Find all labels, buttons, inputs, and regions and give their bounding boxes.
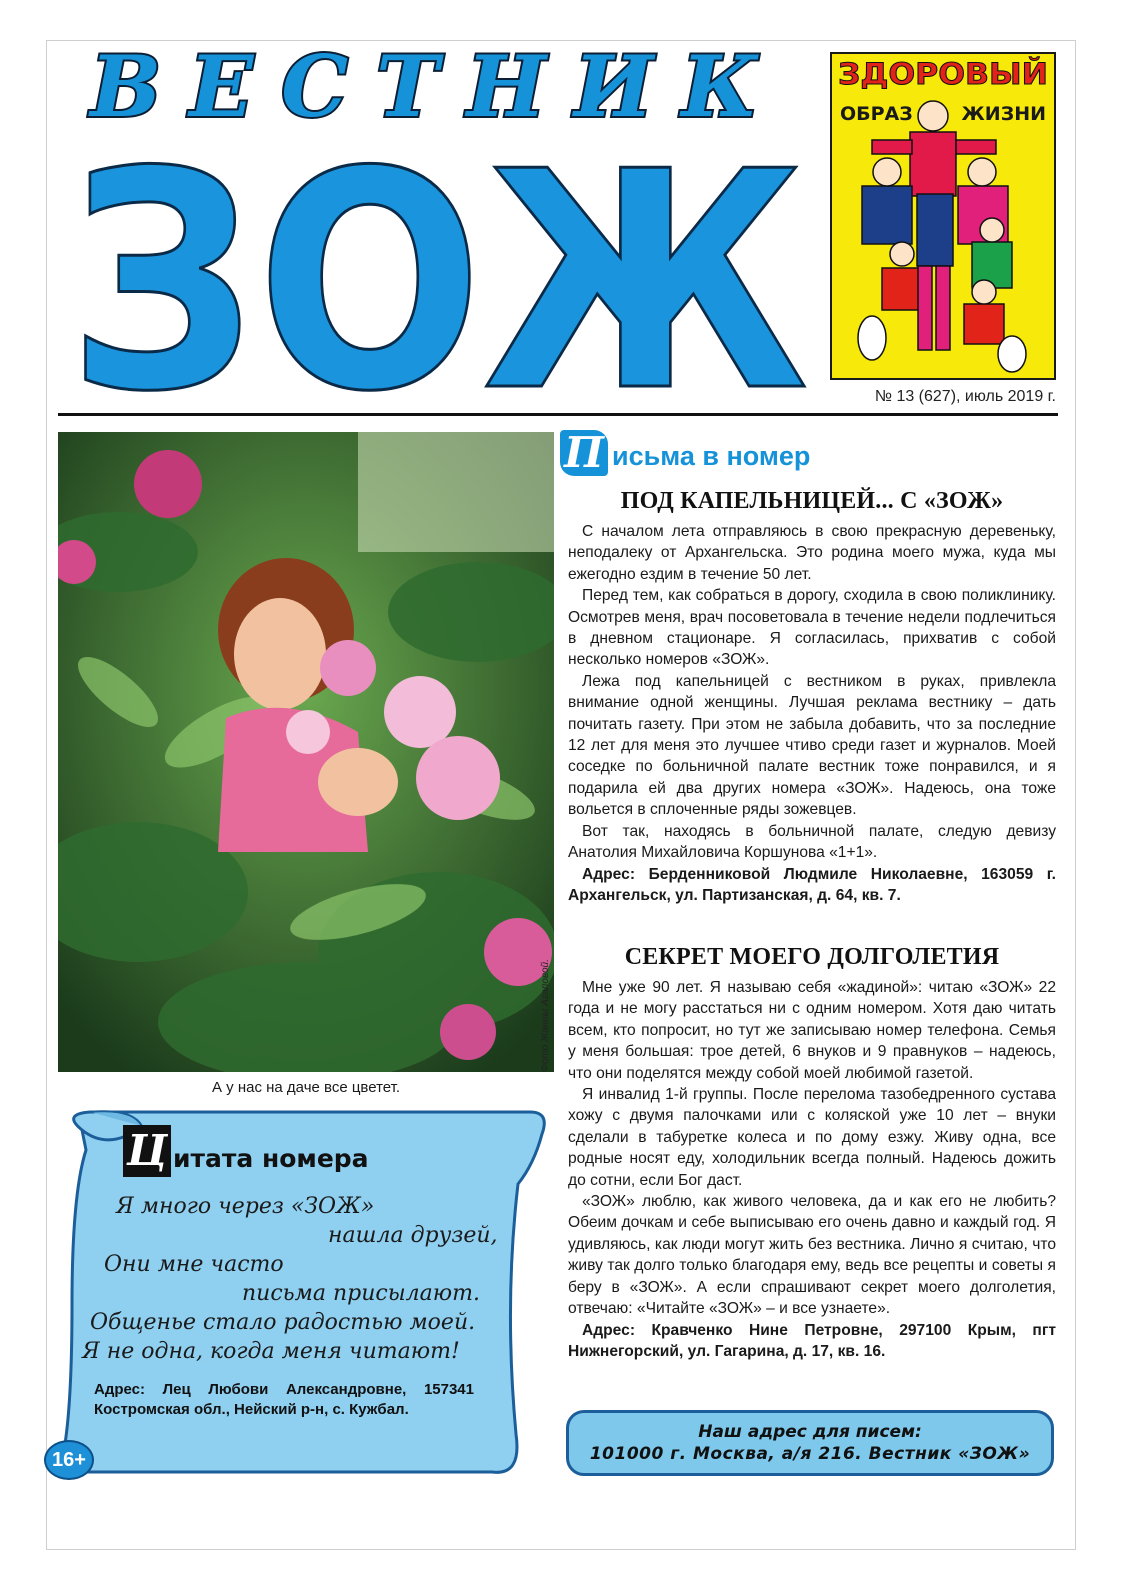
poster-line1: ЗДОРОВЫЙ <box>838 57 1048 91</box>
poem-line: Они мне часто <box>104 1252 284 1277</box>
article-2-paragraph: Мне уже 90 лет. Я называю себя «жадиной»: читаю «ЗОЖ» 22 года и не могу расстаться ни с одним номером. Хотя даю читать всем, кто попросит, но тут же записываю номер телефона. Семья у меня большая: трое детей, 6 внуков и 9 правнуков – надеюсь, что они поделятся между собой моей любимой газетой. <box>568 979 1056 1082</box>
quote-title <box>123 1123 369 1177</box>
masthead-divider <box>58 413 1058 416</box>
masthead-small-title <box>58 42 818 134</box>
healthy-lifestyle-poster <box>830 52 1056 380</box>
photo-caption: А у нас на даче все цветет. <box>212 1079 400 1096</box>
masthead-small-title-text: ВЕСТНИК <box>90 42 786 134</box>
section-heading <box>560 428 810 476</box>
masthead-big-title <box>58 128 818 408</box>
poem-line: нашла друзей, <box>328 1223 498 1248</box>
quote-title-rest: итата номера <box>173 1144 369 1173</box>
poem-line: Я не одна, когда меня читают! <box>82 1339 460 1364</box>
poster-illustration <box>832 54 1054 378</box>
article-1-paragraph: Перед тем, как собраться в дорогу, сходила в свою поликлинику. Осмотрев меня, врач посоветовала в течение недели подлечиться в дневном стационаре. Я согласилась, прихватив с собой несколько номеров «ЗОЖ». <box>568 587 1056 669</box>
quote-title-initial: Ц <box>123 1125 171 1177</box>
article-2-paragraph: «ЗОЖ» люблю, как живого человека, да и как его не любить? Обеим дочкам и себе выписываю его очень давно и каждый год. Я удивляюсь, как люди могут жить без вестника. Лично я считаю, что живу так долго только благодаря ему, ведь все рецепты и советы я беру в «ЗОЖ». А если спрашивают секрет моего долголетия, отвечаю: «Читайте «ЗОЖ» – и все узнаете». <box>568 1193 1056 1318</box>
article-2-paragraph: Я инвалид 1-й группы. После перелома тазобедренного сустава хожу с двумя палочками или с коляской уже 10 лет – внуки сделали в табуретке колеса и по дому езжу. Живу одна, все родные носят еду, холодильник всегда полный. Надеюсь дожить до сотни, если Бог даст. <box>568 1086 1056 1189</box>
quote-poem <box>82 1192 498 1366</box>
article-2-address: Адрес: Кравченко Нине Петровне, 297100 Крым, пгт Нижнегорский, ул. Гагарина, д. 17, кв. 16. <box>568 1321 1056 1360</box>
article-1-paragraph: Лежа под капельницей с вестником в руках, привлекла внимание одной женщины. Лучшая реклама вестнику – дать почитать газету. При этом не забыла добавить, что за последние 12 лет для меня это лучшее чтиво среди газет и журналов. Моей соседке по больничной палате вестник тоже понравился, и я подарила ей два других номера «ЗОЖ». Надеюсь, она тоже вольется в сплоченные ряды зожевцев. <box>568 672 1056 819</box>
poster-line2a: ОБРАЗ <box>840 103 913 125</box>
masthead-big-title-text: ЗОЖ <box>68 128 808 408</box>
poem-line: Общенье стало радостью моей. <box>90 1310 476 1335</box>
article-2 <box>568 944 1056 1362</box>
mailing-address-text: 101000 г. Москва, а/я 216. Вестник «ЗОЖ» <box>589 1444 1031 1464</box>
section-heading-initial: П <box>560 430 608 476</box>
issue-number: № 13 (627), июль 2019 г. <box>874 388 1056 405</box>
quote-address: Адрес: Лец Любови Александровне, 157341 Костромская обл., Нейский р-н, с. Кужбал. <box>94 1381 474 1418</box>
article-1-paragraph: С началом лета отправляюсь в свою прекрасную деревеньку, неподалеку от Архангельска. Это родина моего мужа, куда мы ежегодно ездим в течение 50 лет. <box>568 523 1056 583</box>
mailing-address-box <box>566 1410 1054 1476</box>
article-1-paragraph: Вот так, находясь в больничной палате, следую девизу Анатолия Михайловича Коршунова «1+1». <box>568 822 1056 862</box>
photo-credit: Фото Жанны Агаповой. <box>540 959 551 1072</box>
section-heading-rest: исьма в номер <box>612 441 811 471</box>
article-1-address: Адрес: Берденниковой Людмиле Николаевне, 163059 г. Архангельск, ул. Партизанская, д. 64, кв. 7. <box>568 865 1056 904</box>
article-1 <box>568 488 1056 906</box>
age-rating-badge: 16+ <box>44 1440 94 1480</box>
article-1-title: ПОД КАПЕЛЬНИЦЕЙ... С «ЗОЖ» <box>620 488 1004 514</box>
photo-illustration <box>58 432 554 1072</box>
garden-photo <box>58 432 554 1072</box>
poem-line: Я много через «ЗОЖ» <box>116 1194 375 1219</box>
article-2-title: СЕКРЕТ МОЕГО ДОЛГОЛЕТИЯ <box>624 944 1000 970</box>
mailing-address-heading: Наш адрес для писем: <box>698 1422 922 1442</box>
poem-line: письма присылают. <box>242 1281 480 1306</box>
poster-line2b: ЖИЗНИ <box>961 103 1046 125</box>
